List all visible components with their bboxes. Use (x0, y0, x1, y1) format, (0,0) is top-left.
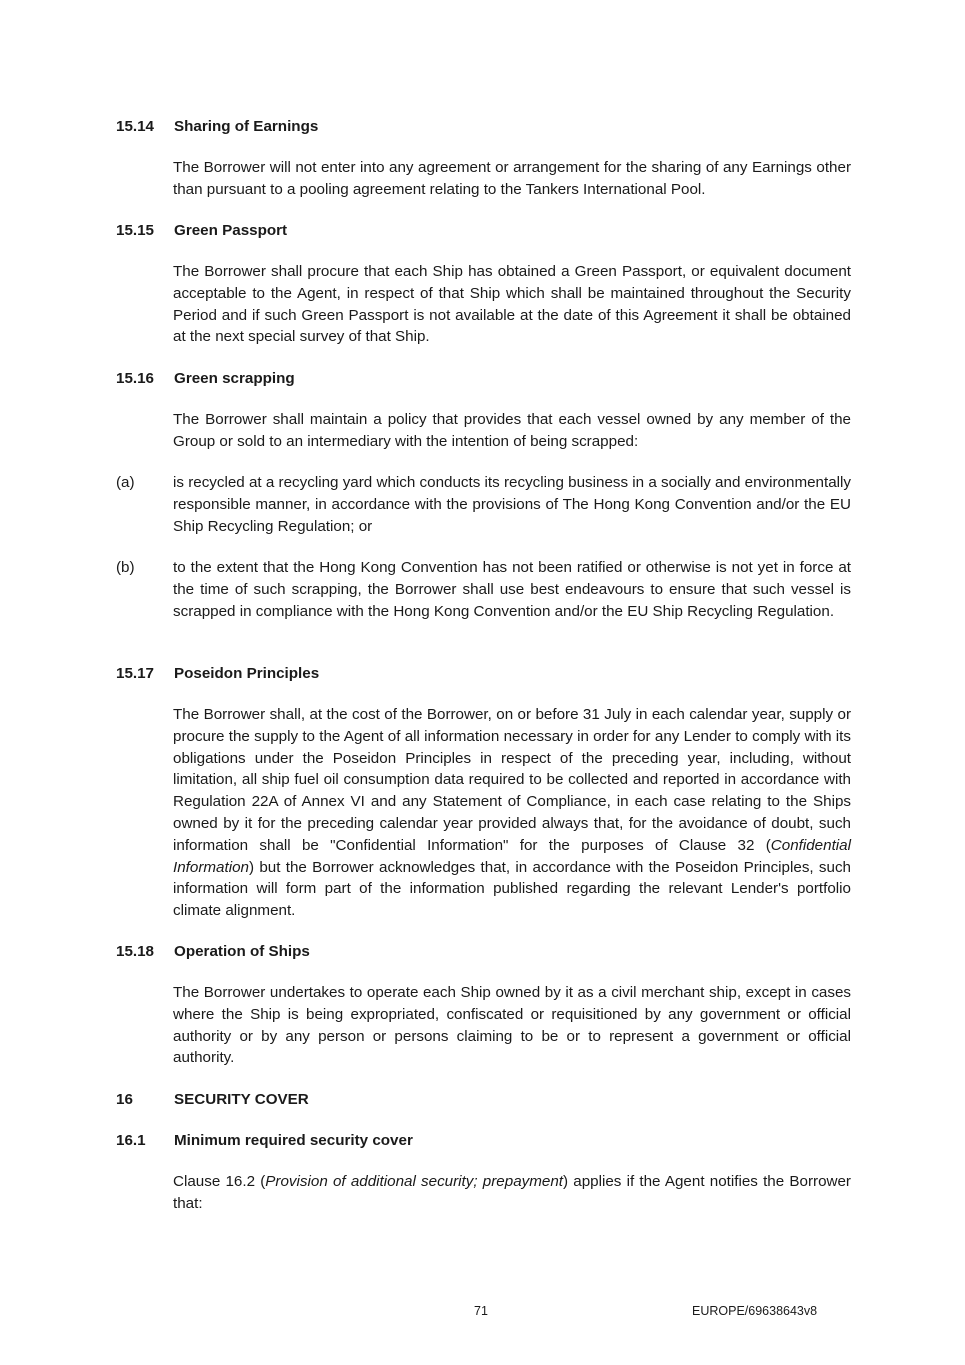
section-body (173, 704, 851, 922)
section-number: 15.14 (116, 118, 155, 135)
body-text: ) applies if the Agent notifies the Borrower that: (173, 1173, 851, 1212)
section-number: 16 (116, 1091, 133, 1108)
body-text: The Borrower shall, at the cost of the Borrower, on or before 31 July in each calendar year, supply or procure the supply to the Agent of all information necessary in order for any Lender to comply with its obligations under the Poseidon Principles in respect of the preceding year, including, without limitation, all ship fuel oil consumption data required to be collected and reported in accordance with Regulation 22A of Annex VI and any Statement of Compliance, in each case relating to the Ships owned by it for the preceding calendar year provided always that, for the avoidance of doubt, such information shall be "Confidential Information" for the purposes of Clause 32 ( (173, 706, 851, 854)
section-heading (116, 1130, 413, 1152)
section-number: 15.16 (116, 370, 155, 387)
clause-reference: Confidential Information (173, 836, 851, 876)
document-reference: EUROPE/69638643v8 (692, 1304, 818, 1318)
section-body (173, 1171, 851, 1215)
list-item-label: (a) (116, 474, 135, 491)
section-heading (116, 368, 295, 390)
section-title: Poseidon Principles (174, 665, 320, 682)
clause-reference: Provision of additional security; prepayment (265, 1173, 563, 1190)
section-number: 15.17 (116, 665, 155, 682)
section-heading (116, 116, 318, 138)
section-title: Green scrapping (174, 370, 295, 387)
section-title: Sharing of Earnings (174, 118, 319, 135)
section-body: The Borrower shall maintain a policy that provides that each vessel owned by any member of the Group or sold to an intermediary with the intention of being scrapped: (173, 411, 851, 450)
body-text: Clause 16.2 ( (173, 1173, 266, 1190)
list-item-text: to the extent that the Hong Kong Convention has not been ratified or otherwise is not yet in force at the time of such scrapping, the Borrower shall use best endeavours to ensure that such vessel is scrapped in compliance with the Hong Kong Convention and/or the EU Ship Recycling Regulation. (173, 559, 851, 620)
section-heading (116, 220, 287, 242)
page-number: 71 (474, 1304, 488, 1318)
list-item-text: is recycled at a recycling yard which conducts its recycling business in a socially and environmentally responsible manner, in accordance with the provisions of The Hong Kong Convention and/or the EU Ship Recycling Regulation; or (173, 474, 851, 535)
section-heading (116, 663, 319, 685)
body-text: ) but the Borrower acknowledges that, in accordance with the Poseidon Principles, such information will form part of the information published regarding the relevant Lender's portfolio climate alignment. (173, 858, 851, 920)
list-item (116, 472, 851, 537)
section-title: SECURITY COVER (174, 1091, 309, 1108)
section-body: The Borrower shall procure that each Ship has obtained a Green Passport, or equivalent document acceptable to the Agent, in respect of that Ship which shall be maintained throughout the Security Period and if such Green Passport is not available at the date of this Agreement it shall be obtained at the next special survey of that Ship. (173, 263, 851, 346)
section-title: Minimum required security cover (174, 1132, 413, 1149)
section-body: The Borrower will not enter into any agreement or arrangement for the sharing of any Earnings other than pursuant to a pooling agreement relating to the Tankers International Pool. (173, 159, 851, 198)
section-body: The Borrower undertakes to operate each Ship owned by it as a civil merchant ship, except in cases where the Ship is being expropriated, confiscated or requisitioned by any government or official authority or by any person or persons claiming to be or to represent a government or official authority. (173, 984, 851, 1067)
list-item (116, 557, 851, 622)
section-number: 15.18 (116, 943, 155, 960)
section-number: 16.1 (116, 1132, 146, 1149)
list-item-label: (b) (116, 559, 135, 576)
section-heading (116, 1089, 309, 1111)
section-title: Green Passport (174, 222, 288, 239)
section-heading (116, 941, 310, 963)
section-number: 15.15 (116, 222, 155, 239)
section-title: Operation of Ships (174, 943, 310, 960)
